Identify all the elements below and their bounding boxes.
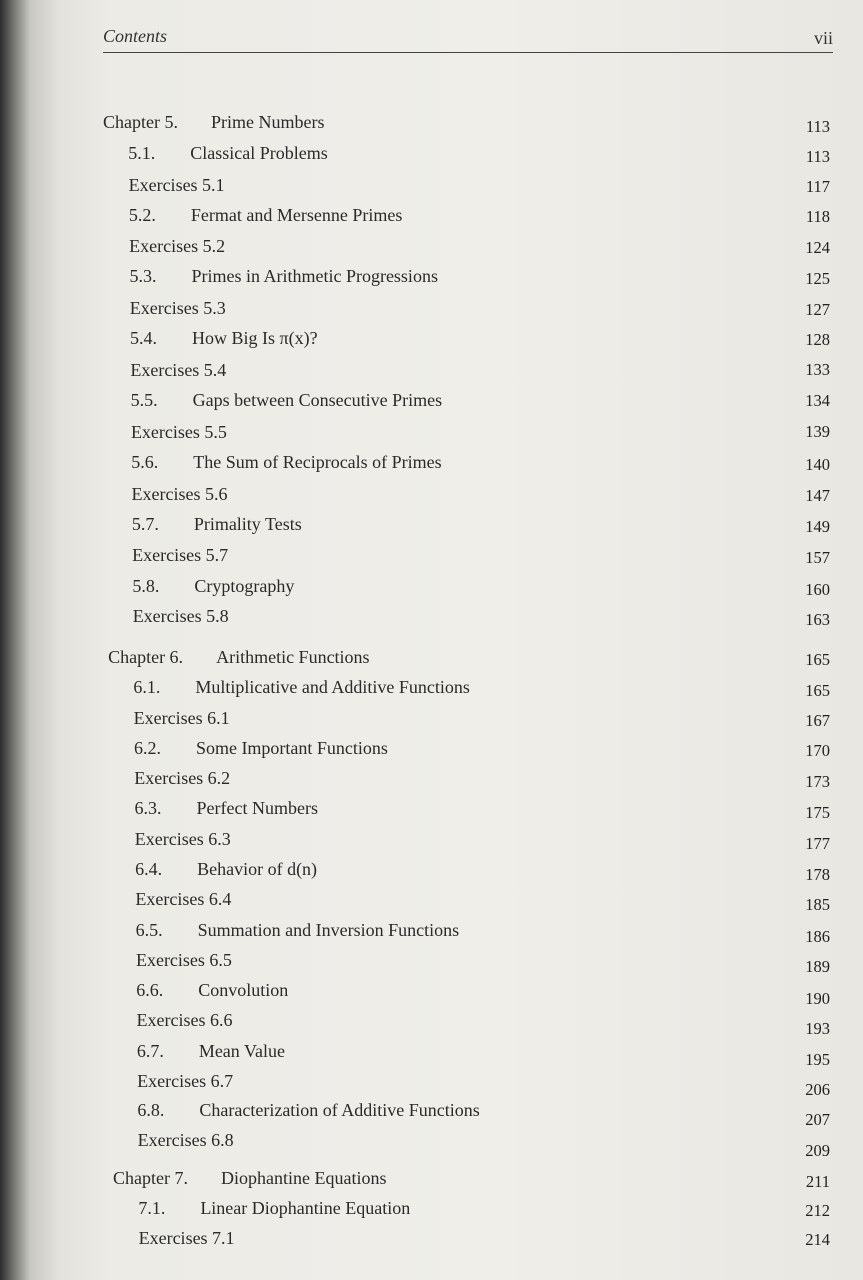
entry-page-number: 177 [805, 834, 830, 853]
chapter-entry [103, 110, 324, 134]
exercises-entry [135, 887, 231, 911]
entry-title: Exercises 5.8 [132, 606, 229, 626]
entry-page-number: 190 [805, 989, 830, 1008]
entry-number: 5.6. [131, 452, 159, 472]
exercises-entry [136, 948, 232, 972]
entry-title: Exercises 5.3 [129, 298, 226, 318]
entry-number: Chapter 6. [108, 647, 184, 667]
entry-number: 6.8. [137, 1100, 165, 1120]
entry-title: Classical Problems [190, 143, 328, 163]
entry-number: Chapter 7. [113, 1168, 189, 1188]
entry-number: 5.8. [132, 576, 160, 596]
chapter-entry [108, 645, 369, 669]
entry-number: 6.3. [134, 798, 162, 818]
exercises-entry [134, 766, 230, 790]
entry-title: Behavior of d(n) [197, 859, 318, 879]
section-entry [131, 450, 441, 474]
entry-title: Exercises 5.4 [130, 360, 227, 380]
section-entry [131, 388, 442, 412]
exercises-entry [137, 1008, 233, 1032]
entry-title: Primality Tests [193, 514, 302, 534]
entry-page-number: 185 [805, 895, 830, 914]
entry-page-number: 214 [805, 1230, 830, 1249]
section-entry [135, 796, 318, 820]
entry-page-number: 175 [805, 803, 830, 822]
entry-number: 6.7. [136, 1041, 164, 1061]
section-entry [135, 857, 317, 881]
entry-page-number: 113 [805, 117, 830, 136]
exercises-entry [129, 173, 225, 197]
entry-title: Exercises 6.4 [135, 889, 232, 909]
entry-page-number: 167 [805, 711, 830, 730]
section-entry [128, 141, 328, 165]
entry-number: Chapter 5. [103, 112, 178, 132]
entry-number: 5.3. [129, 266, 157, 286]
entry-page-number: 124 [805, 238, 830, 257]
header-title: Contents [103, 26, 168, 46]
entry-number: 5.2. [128, 205, 156, 225]
exercises-entry [133, 604, 229, 628]
exercises-entry [139, 1226, 235, 1250]
entry-page-number: 133 [805, 360, 830, 379]
exercises-entry [129, 234, 225, 258]
entry-title: Fermat and Mersenne Primes [190, 205, 403, 225]
exercises-entry [138, 1128, 234, 1152]
entry-page-number: 206 [805, 1080, 830, 1099]
section-entry [132, 512, 302, 536]
entry-title: Exercises 5.5 [130, 422, 227, 442]
entry-page-number: 209 [805, 1141, 830, 1160]
entry-title: Exercises 5.2 [129, 236, 226, 256]
entry-title: Perfect Numbers [196, 798, 318, 818]
exercises-entry [137, 1069, 233, 1093]
section-entry [138, 1196, 410, 1220]
section-entry [137, 1098, 479, 1122]
entry-title: Convolution [198, 980, 289, 1000]
entry-title: Exercises 6.2 [134, 768, 231, 788]
exercises-entry [130, 296, 226, 320]
entry-page-number: 211 [805, 1172, 830, 1191]
entry-title: Exercises 6.7 [137, 1071, 234, 1091]
exercises-entry [135, 827, 231, 851]
entry-title: Exercises 5.6 [131, 484, 228, 504]
entry-page-number: 147 [805, 486, 830, 505]
entry-title: Some Important Functions [195, 738, 388, 758]
entry-page-number: 212 [805, 1201, 830, 1220]
entry-title: Linear Diophantine Equation [200, 1198, 411, 1218]
entry-title: Summation and Inversion Functions [197, 920, 460, 940]
entry-page-number: 160 [805, 580, 830, 599]
entry-page-number: 163 [805, 610, 830, 629]
entry-page-number: 207 [805, 1110, 830, 1129]
entry-title: Characterization of Additive Functions [199, 1100, 480, 1120]
header-page-number: vii [813, 28, 833, 48]
entry-page-number: 195 [805, 1050, 830, 1069]
entry-page-number: 128 [805, 330, 830, 349]
entry-title: Exercises 6.1 [133, 708, 230, 728]
section-entry [129, 203, 402, 227]
entry-number: 7.1. [138, 1198, 166, 1218]
exercises-entry [130, 358, 226, 382]
exercises-entry [131, 420, 227, 444]
entry-title: Exercises 6.8 [137, 1130, 234, 1150]
entry-title: Gaps between Consecutive Primes [192, 390, 443, 410]
entry-title: Exercises 6.5 [135, 950, 232, 970]
entry-title: Multiplicative and Additive Functions [195, 677, 470, 697]
entry-page-number: 157 [805, 548, 830, 567]
chapter-entry [113, 1166, 386, 1190]
entry-title: Exercises 5.1 [128, 175, 225, 195]
entry-page-number: 149 [805, 517, 830, 536]
entry-number: 5.1. [128, 143, 156, 163]
entry-title: Exercises 5.7 [132, 545, 229, 565]
entry-page-number: 134 [805, 391, 830, 410]
section-entry [130, 326, 318, 350]
entry-page-number: 139 [805, 422, 830, 441]
entry-page-number: 165 [805, 650, 830, 669]
entry-number: 6.2. [133, 738, 161, 758]
section-entry [137, 1039, 285, 1063]
section-entry [129, 264, 438, 288]
entry-title: The Sum of Reciprocals of Primes [193, 452, 442, 472]
entry-page-number: 140 [805, 455, 830, 474]
entry-title: Cryptography [194, 576, 295, 596]
entry-number: 6.6. [136, 980, 164, 1000]
entry-page-number: 173 [805, 772, 830, 791]
entry-page-number: 193 [805, 1019, 830, 1038]
exercises-entry [134, 706, 230, 730]
entry-number: 5.4. [130, 328, 158, 348]
exercises-entry [132, 482, 228, 506]
entry-number: 5.7. [131, 514, 159, 534]
entry-page-number: 170 [805, 741, 830, 760]
entry-number: 6.5. [135, 920, 163, 940]
exercises-entry [132, 543, 228, 567]
entry-page-number: 113 [805, 147, 830, 166]
entry-page-number: 186 [805, 927, 830, 946]
entry-title: Exercises 6.6 [136, 1010, 233, 1030]
entry-title: Primes in Arithmetic Progressions [191, 266, 438, 286]
entry-number: 6.1. [133, 677, 161, 697]
entry-title: Mean Value [198, 1041, 285, 1061]
entry-title: Prime Numbers [211, 112, 325, 132]
entry-page-number: 165 [805, 681, 830, 700]
section-entry [133, 675, 469, 699]
entry-page-number: 117 [805, 177, 830, 196]
entry-number: 5.5. [130, 390, 158, 410]
entry-title: Diophantine Equations [221, 1168, 387, 1188]
entry-title: Arithmetic Functions [216, 647, 370, 667]
entry-page-number: 178 [805, 865, 830, 884]
section-entry [136, 918, 459, 942]
section-entry [134, 736, 388, 760]
entry-title: Exercises 7.1 [138, 1228, 235, 1248]
entry-page-number: 189 [805, 957, 830, 976]
entry-page-number: 118 [805, 207, 830, 226]
section-entry [132, 574, 294, 598]
entry-title: How Big Is π(x)? [192, 328, 318, 348]
entry-page-number: 125 [805, 269, 830, 288]
entry-title: Exercises 6.3 [134, 829, 231, 849]
entry-number: 6.4. [135, 859, 163, 879]
section-entry [136, 978, 288, 1002]
entry-page-number: 127 [805, 300, 830, 319]
